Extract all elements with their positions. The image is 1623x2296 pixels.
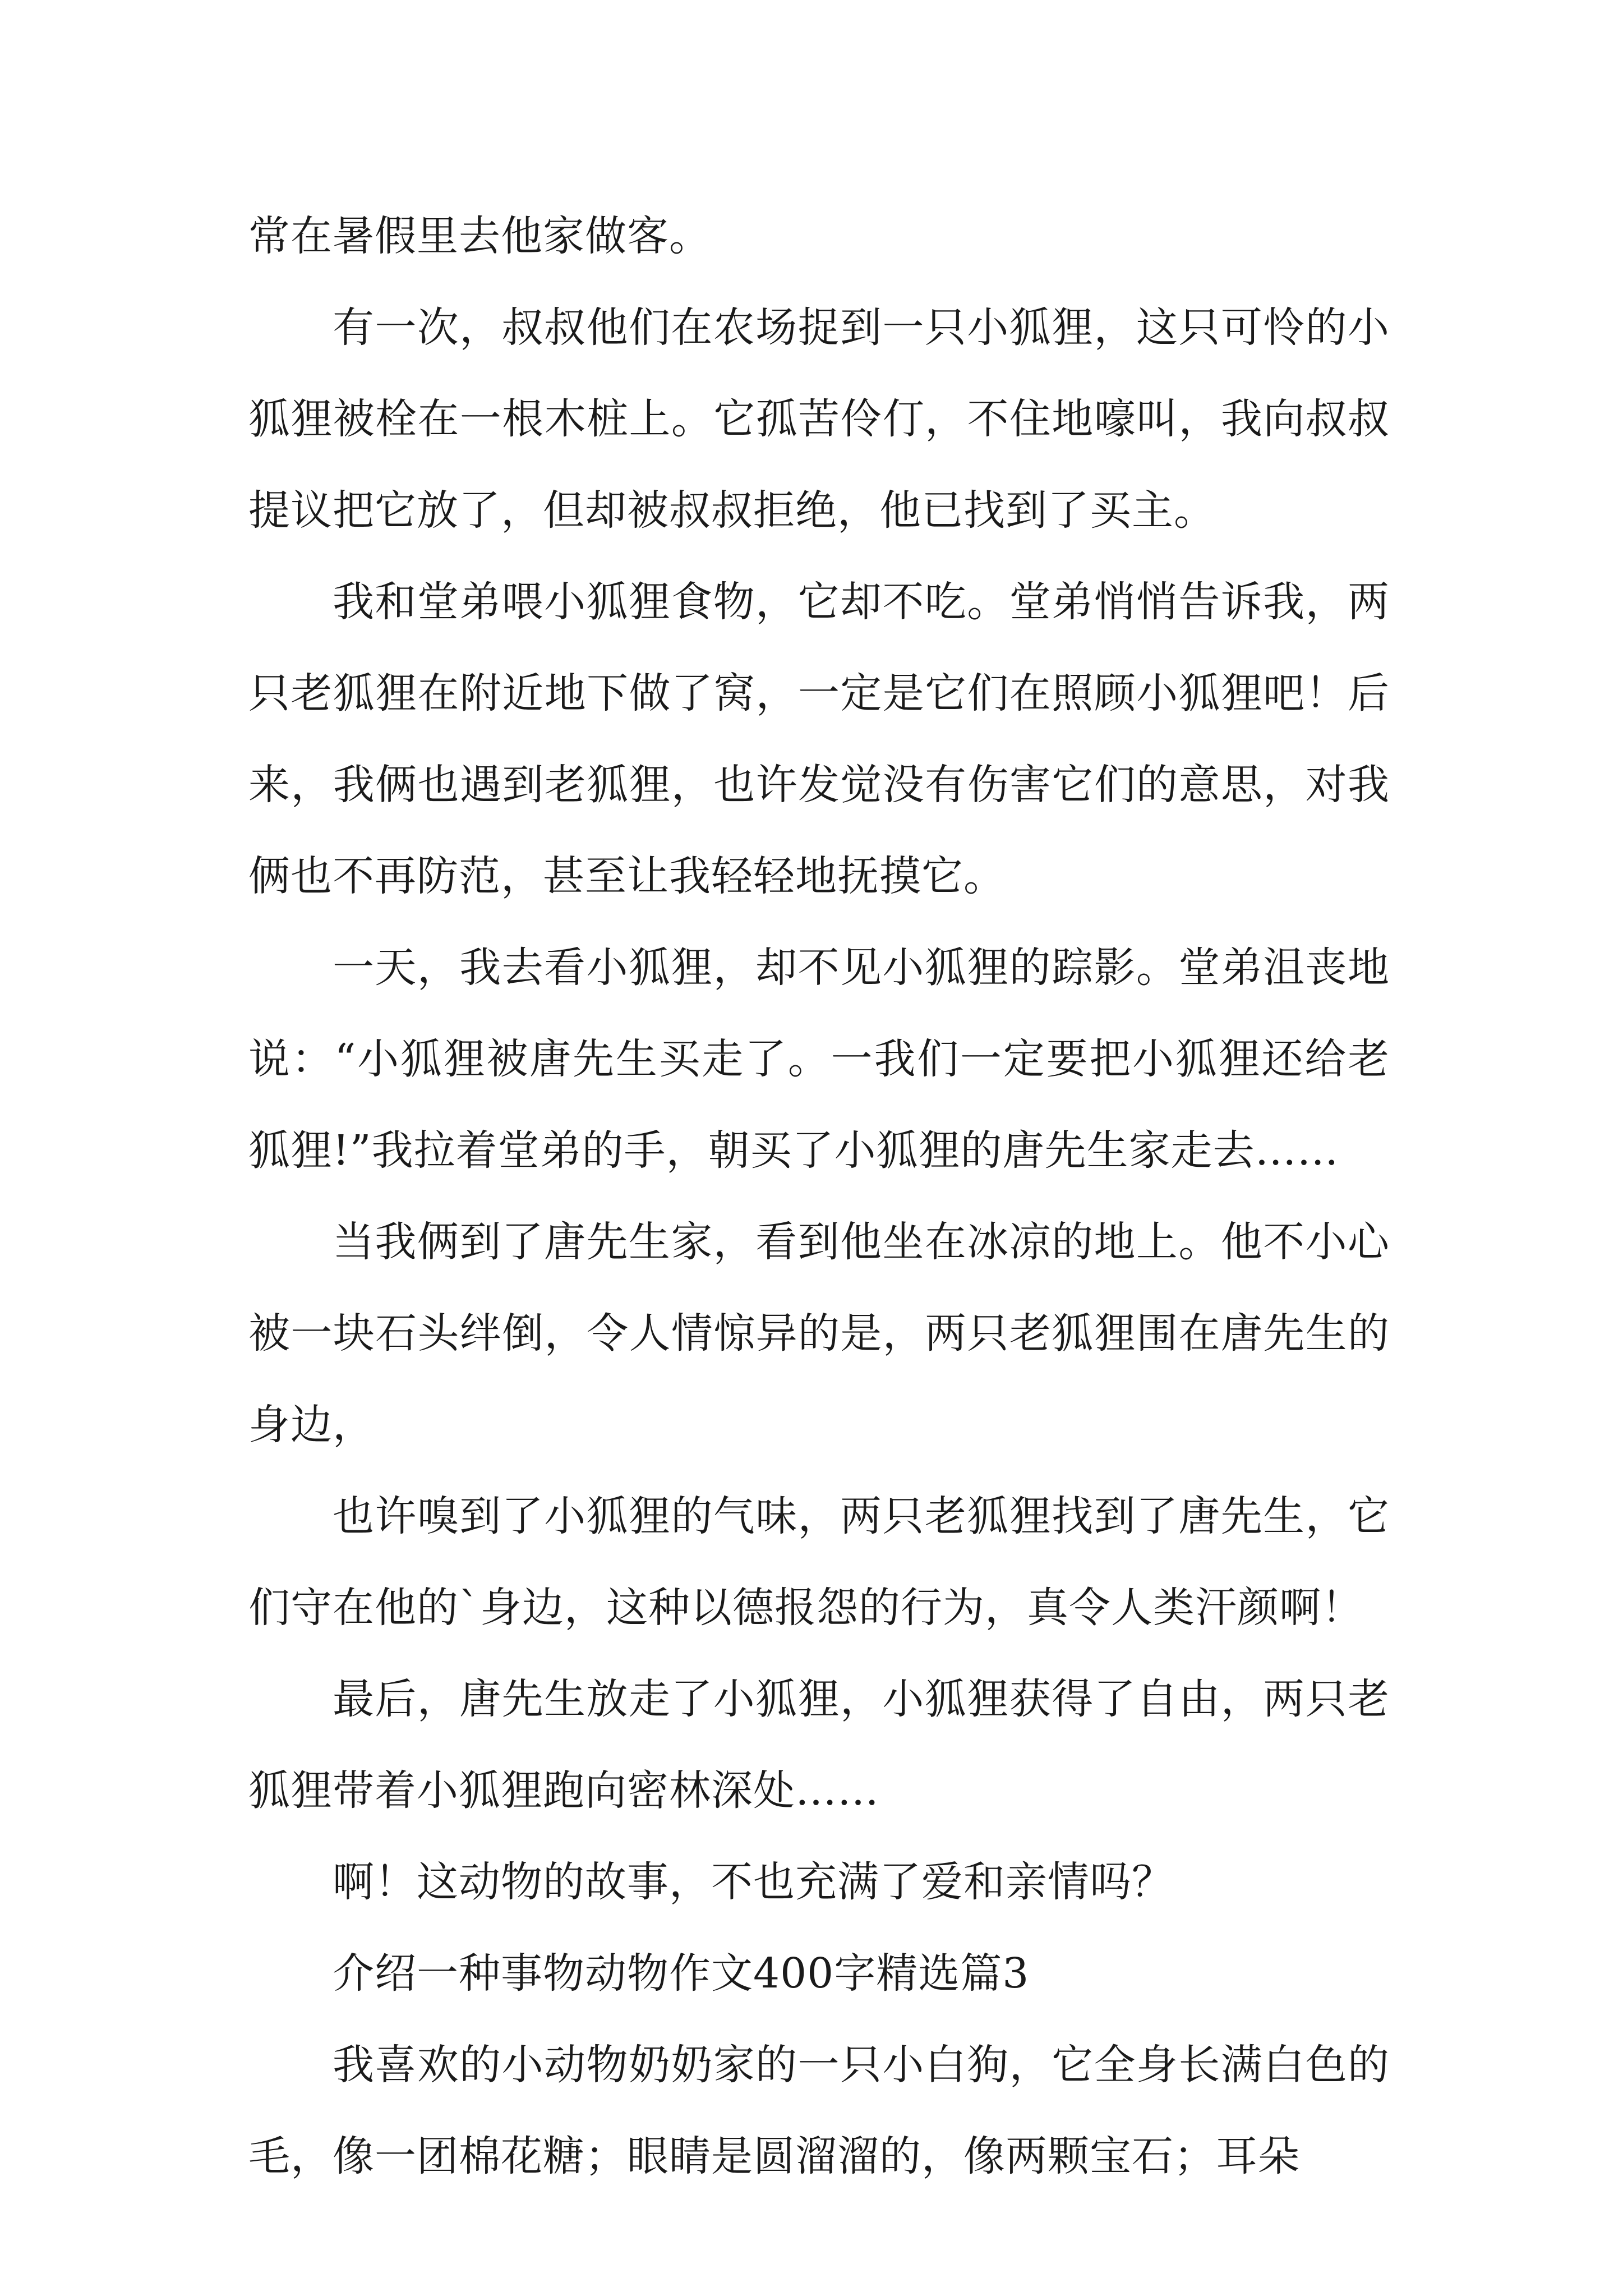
paragraph-continuation: 常在暑假里去他家做客。 bbox=[248, 212, 711, 260]
paragraph: 啊！这动物的故事，不也充满了爱和亲情吗？ bbox=[333, 1858, 1174, 1906]
paragraph: 也许嗅到了小狐狸的气味，两只老狐狸找到了唐先生，它们守在他的`身边，这种以德报怨的行为，真令人类汗颜啊！ bbox=[248, 1492, 1390, 1632]
paragraph: 当我俩到了唐先生家，看到他坐在冰凉的地上。他不小心被一块石头绊倒，令人情惊异的是，两只老狐狸围在唐先生的身边， bbox=[248, 1218, 1390, 1449]
section-heading: 介绍一种事物动物作文400字精选篇3 bbox=[333, 1949, 1030, 1998]
document-body bbox=[248, 191, 1390, 2202]
paragraph: 有一次，叔叔他们在农场捉到一只小狐狸，这只可怜的小狐狸被栓在一根木桩上。它孤苦伶仃，不住地嚎叫，我向叔叔提议把它放了，但却被叔叔拒绝，他已找到了买主。 bbox=[248, 303, 1390, 535]
paragraph: 我和堂弟喂小狐狸食物，它却不吃。堂弟悄悄告诉我，两只老狐狸在附近地下做了窝，一定是它们在照顾小狐狸吧！后来，我俩也遇到老狐狸，也许发觉没有伤害它们的意思，对我俩也不再防范，甚至让我轻轻地抚摸它。 bbox=[248, 578, 1390, 900]
paragraph: 我喜欢的小动物奶奶家的一只小白狗，它全身长满白色的毛，像一团棉花糖；眼睛是圆溜溜的，像两颗宝石；耳朵 bbox=[248, 2041, 1390, 2180]
paragraph: 一天，我去看小狐狸，却不见小狐狸的踪影。堂弟沮丧地说：“小狐狸被唐先生买走了。一我们一定要把小狐狸还给老狐狸!”我拉着堂弟的手，朝买了小狐狸的唐先生家走去…… bbox=[248, 944, 1390, 1175]
paragraph: 最后，唐先生放走了小狐狸，小狐狸获得了自由，两只老狐狸带着小狐狸跑向密林深处…… bbox=[248, 1675, 1390, 1815]
